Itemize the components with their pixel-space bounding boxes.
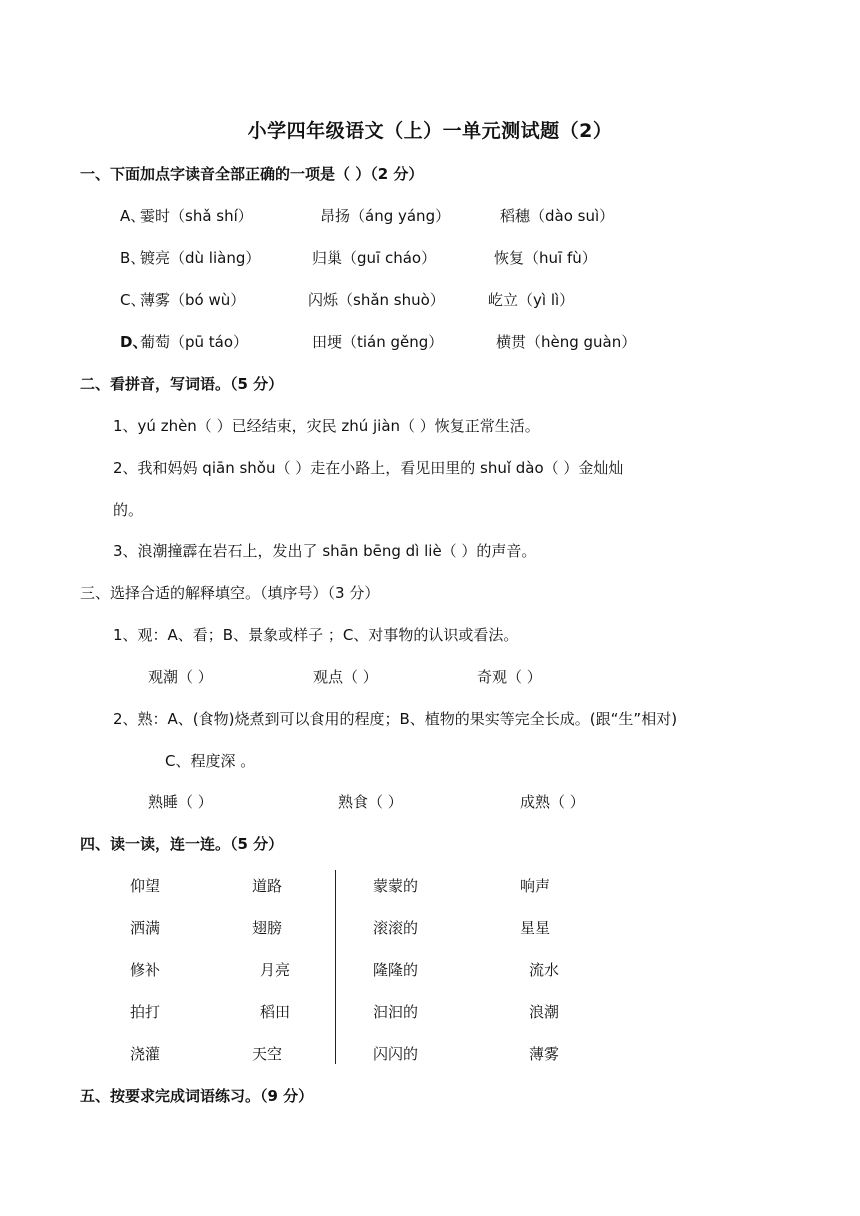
section5-heading: 五、按要求完成词语练习。（9 分） — [80, 1087, 314, 1105]
section2-question-1: 1、yú zhèn（ ）已经结束，灾民 zhú jiàn（ ）恢复正常生活。 — [113, 417, 540, 435]
section2-heading: 二、看拼音，写词语。（5 分） — [80, 375, 284, 393]
option-d-item-3: 横贯（hèng guàn） — [496, 333, 637, 351]
right-word-b: 浪潮 — [529, 1003, 560, 1021]
left-word-b: 翅膀 — [252, 919, 283, 937]
option-b-item-2: 归巢（guī cháo） — [312, 249, 437, 267]
option-label-b: B、 — [120, 249, 146, 267]
left-word-a: 浇灌 — [130, 1045, 161, 1063]
section3-question-2: 2、熟：A、(食物)烧煮到可以食用的程度；B、植物的果实等完全长成。(跟“生”相对) — [113, 710, 678, 728]
right-word-b: 流水 — [529, 961, 560, 979]
option-label-d: D、 — [120, 333, 148, 351]
left-word-b: 道路 — [252, 877, 283, 895]
option-a-item-1: 霎时（shǎ shí） — [140, 207, 253, 225]
left-word-b: 天空 — [252, 1045, 283, 1063]
right-word-a: 闪闪的 — [373, 1045, 419, 1063]
left-word-b: 月亮 — [260, 961, 291, 979]
section3-q2-blank-1: 熟睡（ ） — [148, 793, 213, 811]
left-word-b: 稻田 — [260, 1003, 291, 1021]
section3-question-1: 1、观：A、看；B、景象或样子 ；C、对事物的认识或看法。 — [113, 626, 519, 644]
right-word-a: 汩汩的 — [373, 1003, 419, 1021]
left-word-a: 仰望 — [130, 877, 161, 895]
section3-q2-blank-3: 成熟（ ） — [520, 793, 585, 811]
section3-q1-blank-2: 观点（ ） — [313, 668, 378, 686]
option-label-c: C、 — [120, 291, 146, 309]
section3-heading: 三、选择合适的解释填空。（填序号）（3 分） — [80, 584, 380, 602]
page-title: 小学四年级语文（上）一单元测试题（2） — [247, 120, 613, 142]
option-c-item-1: 薄雾（bó wù） — [140, 291, 246, 309]
section4-heading: 四、读一读，连一连。（5 分） — [80, 835, 284, 853]
left-word-a: 拍打 — [130, 1003, 161, 1021]
option-a-item-3: 稻穗（dào suì） — [500, 207, 615, 225]
section2-question-2: 2、我和妈妈 qiān shǒu（ ）走在小路上，看见田里的 shuǐ dào（ ）金灿灿 — [113, 459, 624, 477]
left-word-a: 洒满 — [130, 919, 161, 937]
section1-heading: 一、下面加点字读音全部正确的一项是（ ）（2 分） — [80, 165, 424, 183]
option-c-item-3: 屹立（yì lì） — [488, 291, 575, 309]
option-b-item-1: 镀亮（dù liàng） — [140, 249, 261, 267]
section2-question-3: 3、浪潮撞霹在岩石上，发出了 shān bēng dì liè（ ）的声音。 — [113, 542, 537, 560]
section2-question-2-cont: 的。 — [113, 501, 144, 519]
right-word-b: 星星 — [520, 919, 551, 937]
option-d-item-2: 田埂（tián gěng） — [312, 333, 444, 351]
left-word-a: 修补 — [130, 961, 161, 979]
right-word-a: 滚滚的 — [373, 919, 419, 937]
section3-q2-blank-2: 熟食（ ） — [338, 793, 403, 811]
right-word-b: 响声 — [520, 877, 551, 895]
section3-question-2-cont: C、程度深 。 — [165, 752, 256, 770]
right-word-b: 薄雾 — [529, 1045, 560, 1063]
option-d-item-1: 葡萄（pū táo） — [140, 333, 249, 351]
column-divider — [335, 870, 336, 1064]
option-label-a: A、 — [120, 207, 146, 225]
right-word-a: 蒙蒙的 — [373, 877, 419, 895]
right-word-a: 隆隆的 — [373, 961, 419, 979]
option-a-item-2: 昂扬（áng yáng） — [320, 207, 451, 225]
section3-q1-blank-3: 奇观（ ） — [477, 668, 542, 686]
section3-q1-blank-1: 观潮（ ） — [148, 668, 213, 686]
option-b-item-3: 恢复（huī fù） — [494, 249, 597, 267]
option-c-item-2: 闪烁（shǎn shuò） — [308, 291, 445, 309]
